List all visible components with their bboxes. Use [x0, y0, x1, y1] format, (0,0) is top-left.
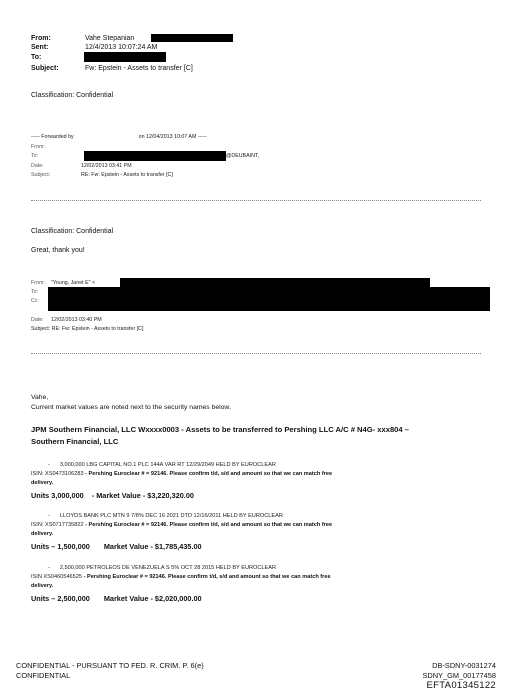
reply-to-label: To: [31, 289, 39, 295]
body-salutation: Vahe, [31, 394, 49, 401]
divider-2 [31, 353, 481, 354]
security-2-units-row [31, 542, 202, 551]
body-heading-line-2: Southern Financial, LLC [31, 437, 119, 446]
security-1-isin-row [31, 471, 332, 477]
security-2-name: LLOYDS BANK PLC MTN 9 7/8% DEC 16 2021 DTD 12/16/2011 HELD BY EUROCLEAR [59, 513, 283, 519]
footer-left-line-2: CONFIDENTIAL [16, 671, 71, 680]
header-to-row [31, 53, 85, 62]
security-1-instruction: - Pershing Euroclear # = 92146. Please confirm t/d, s/d and amount so that we can match free [83, 471, 333, 477]
reply-date-row [31, 317, 102, 323]
security-3-units-row [31, 594, 202, 603]
header-from-label: From: [31, 35, 51, 42]
forward-date-row [31, 163, 132, 169]
security-2-value: Market Value - $1,785,435.00 [103, 542, 202, 551]
redaction-from [151, 34, 233, 42]
footer-right-line-2: SDNY_GM_00177458 [422, 671, 496, 680]
forward-line-prefix: ----- Forwarded by [31, 134, 74, 140]
security-1-delivery-row [31, 480, 53, 486]
security-2-isin: ISIN: XS0717735822 [31, 522, 84, 528]
footer-left-line-1: CONFIDENTIAL - PURSUANT TO FED. R. CRIM. P. 6(e) [16, 661, 204, 670]
header-subject-label: Subject: [31, 65, 59, 72]
reply-from-value: "Young, Janet E" < [51, 280, 96, 286]
reply-from-label: From: [31, 280, 45, 286]
redaction-to [84, 52, 166, 62]
header-sent-row [31, 43, 157, 52]
security-3-isin: ISIN XS0460546525 [31, 574, 83, 580]
body-intro: Current market values are noted next to the security names below. [31, 404, 231, 411]
security-2-units: Units – 1,500,000 [31, 542, 90, 551]
security-3-units: Units – 2,500,000 [31, 594, 90, 603]
classification-2: Classification: Confidential [31, 228, 114, 235]
reply-date-label: Date: [31, 317, 44, 323]
security-3-isin-row [31, 574, 331, 580]
body-heading-line-1: JPM Southern Financial, LLC Wxxxx0003 - Assets to be transferred to Pershing LLC A/C # N4G- xxx804 – [31, 425, 409, 434]
forward-date-value: 12/02/2013 03:41 PM [81, 163, 132, 169]
security-1-units-row [31, 491, 194, 500]
security-2-dash: - [48, 513, 50, 519]
security-3-name-row [48, 565, 276, 571]
greeting: Great, thank you! [31, 247, 85, 254]
reply-subject-label: Subject: [31, 326, 51, 332]
security-3-instruction: - Pershing Euroclear # = 92146. Please confirm t/d, s/d and amount so that we can match free [82, 574, 331, 580]
forward-subject-label: Subject: [31, 172, 51, 178]
header-subject-row [31, 64, 193, 73]
forward-to-label: To: [31, 153, 39, 159]
header-to-label: To: [31, 54, 42, 61]
security-2-delivery: delivery. [31, 531, 54, 537]
security-3-value: Market Value - $2,020,000.00 [103, 594, 202, 603]
classification-1: Classification: Confidential [31, 92, 114, 99]
reply-from-row [31, 280, 95, 286]
redaction-forward-to [84, 151, 226, 161]
forward-to-row [31, 153, 81, 159]
security-3-name: 2,500,000 PETROLEOS DE VENEZUELA S 5% OCT 28 2015 HELD BY EUROCLEAR [59, 565, 277, 571]
forward-from-row [31, 144, 81, 150]
header-sent-value: 12/4/2013 10:07:24 AM [85, 44, 158, 51]
footer-efta-number: EFTA01345122 [426, 680, 496, 691]
forward-line-suffix: on 12/04/2013 10:07 AM ----- [138, 134, 207, 140]
security-1-delivery: delivery. [31, 480, 54, 486]
security-2-delivery-row [31, 531, 53, 537]
security-1-units: Units 3,000,000 [31, 491, 84, 500]
forward-date-label: Date: [31, 163, 44, 169]
security-2-isin-row [31, 522, 332, 528]
reply-date-value: 12/02/2013 03:40 PM [51, 317, 102, 323]
header-from-row [31, 34, 134, 43]
security-2-instruction: - Pershing Euroclear # = 92146. Please confirm t/d, s/d and amount so that we can match free [83, 522, 333, 528]
security-2-name-row [48, 513, 283, 519]
reply-cc-label: Cc: [31, 298, 39, 304]
security-1-dash: - [48, 462, 50, 468]
divider-1 [31, 200, 481, 201]
header-sent-label: Sent: [31, 44, 49, 51]
security-1-isin: ISIN: XS0473106283 [31, 471, 84, 477]
security-3-delivery-row [31, 583, 53, 589]
footer-right-line-1: DB-SDNY-0031274 [432, 661, 496, 670]
security-3-dash: - [48, 565, 50, 571]
security-1-name-row [48, 462, 276, 468]
forward-subject-value: RE: Fw: Epstein - Assets to transfer [C] [81, 172, 173, 178]
reply-subject-value: RE: Fw: Epstein - Assets to transfer [C] [51, 326, 144, 332]
reply-subject-row [31, 326, 143, 332]
security-1-name: 3,000,000 LBG CAPITAL NO.1 PLC 144A VAR RT 12/29/2049 HELD BY EUROCLEAR [59, 462, 276, 468]
header-subject-value: Fw: Epstein - Assets to transfer [C] [85, 65, 193, 72]
forward-subject-row [31, 172, 173, 178]
redaction-reply-from [120, 278, 430, 287]
forward-from-label: From: [31, 144, 45, 150]
header-from-value: Vahe Stepanian [85, 35, 135, 42]
security-1-value: - Market Value - $3,220,320.00 [91, 491, 194, 500]
forward-to-suffix: @DEUBAINT, [226, 153, 260, 159]
forward-line [31, 134, 207, 140]
redaction-reply-to-cc [48, 287, 490, 311]
security-3-delivery: delivery. [31, 583, 54, 589]
